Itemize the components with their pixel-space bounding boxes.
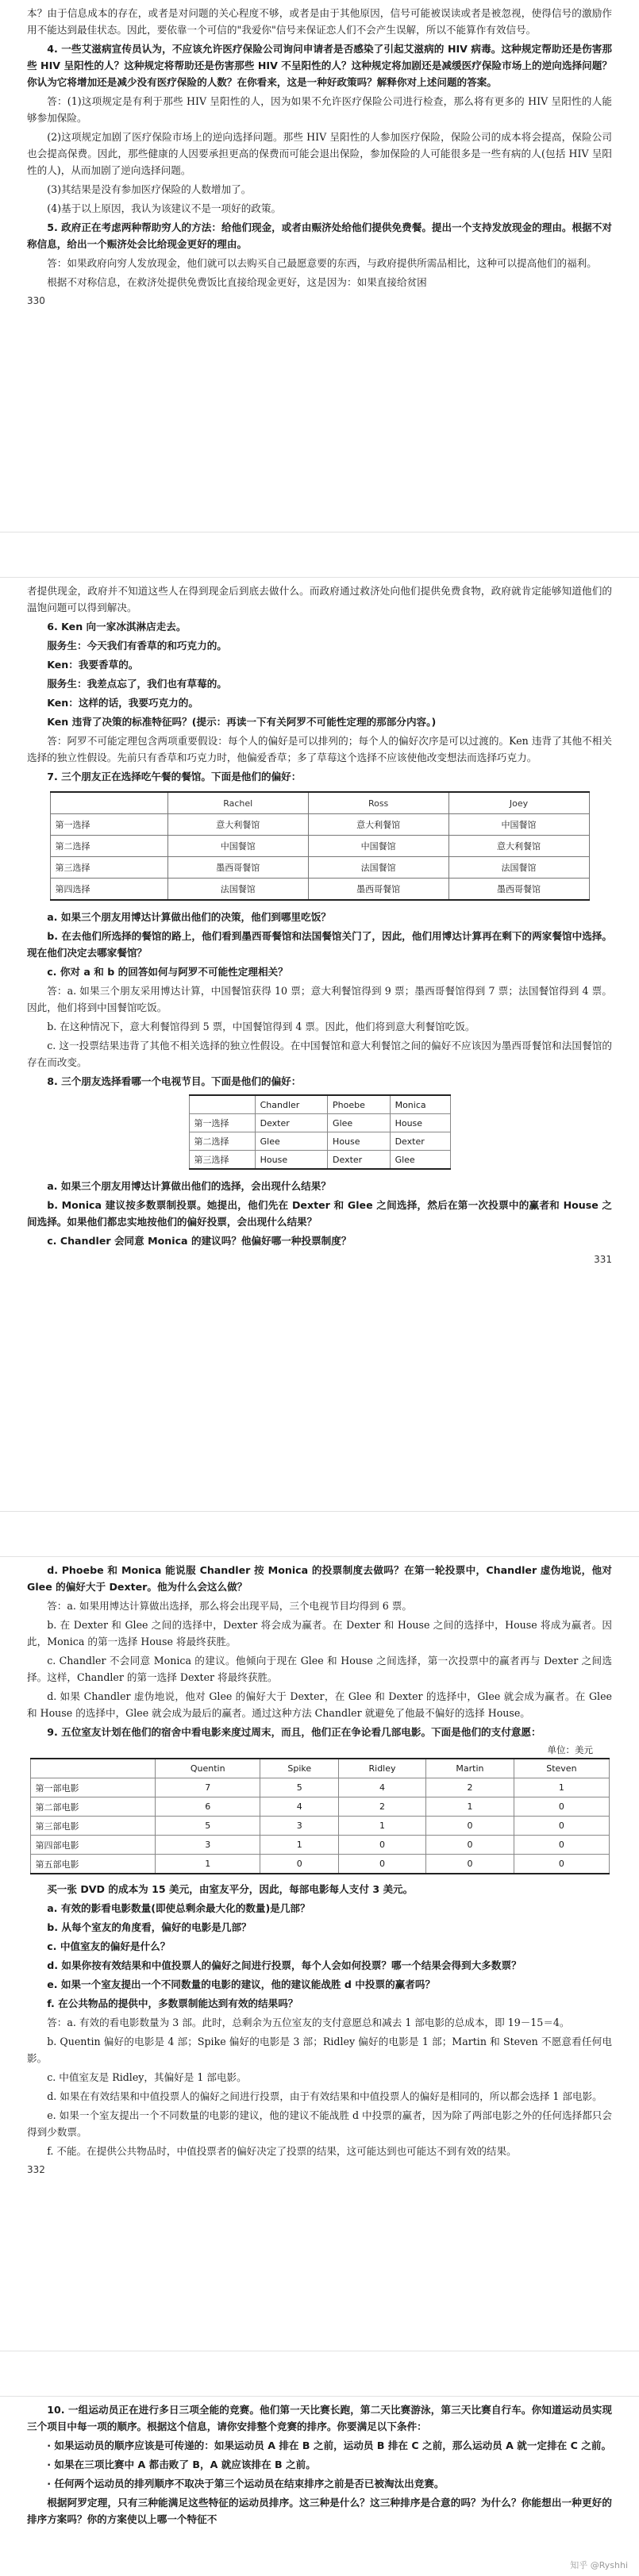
willingness-to-pay-table: [30, 1758, 610, 1874]
question-paragraph: 服务生：今天我们有香草的和巧克力的。: [47, 640, 227, 652]
question-paragraph: a. 如果三个朋友用博达计算做出他们的选择，会出现什么结果？: [47, 1180, 331, 1192]
page-gap: [0, 2351, 639, 2397]
question-paragraph: c. 你对 a 和 b 的回答如何与阿罗不可能性定理相关？: [47, 966, 288, 978]
table-row: [30, 1836, 609, 1855]
page-331-body-mid: [27, 909, 612, 1090]
table-row: [189, 1151, 450, 1170]
table-cell: 0: [339, 1855, 425, 1874]
answer-paragraph: c. 中值室友是 Ridley，其偏好是 1 部电影。: [47, 2071, 247, 2083]
table-cell: 1: [156, 1855, 260, 1874]
table-cell: Glee: [390, 1151, 450, 1170]
answer-paragraph: 答：阿罗不可能定理包含两项重要假设：每个人的偏好是可以排列的；每个人的偏好次序是可以过渡的。Ken 违背了其他不相关选择的独立性假设。先前只有香草和巧克力时，他偏爱香草；多了草莓这个选择不应该使他改变想法而选择巧克力。: [27, 735, 612, 763]
answer-paragraph: 答：(1)这项规定是有利于那些 HIV 呈阳性的人，因为如果不允许医疗保险公司进行检查，那么将有更多的 HIV 呈阳性的人能够参加保险。: [27, 95, 612, 124]
unit-label: 单位：美元: [547, 1744, 593, 1755]
table-cell: 第三选择: [50, 857, 167, 879]
table-row: [189, 1114, 450, 1132]
question-paragraph: f. 在公共物品的提供中，多数票制能达到有效的结果吗？: [47, 1997, 298, 2009]
column-header: Phoebe: [328, 1095, 391, 1114]
table-cell: 1: [260, 1836, 339, 1855]
page-332: [0, 1557, 639, 2351]
table-cell: 第二选择: [189, 1132, 255, 1151]
question-paragraph: b. Monica 建议按多数票制投票。她提出，他们先在 Dexter 和 Glee 之间选择，然后在第一次投票中的赢者和 House 之间选择。如果他们都忠实地按他们的偏好投票，会出现什么结果？: [27, 1199, 612, 1228]
table-cell: 第四选择: [50, 879, 167, 901]
answer-paragraph: d. 如果在有效结果和中值投票人的偏好之间进行投票，由于有效结果和中值投票人的偏好是相同的，所以都会选择 1 部电影。: [47, 2090, 602, 2102]
answer-paragraph: b. 在这种情况下，意大利餐馆得到 5 票，中国餐馆得到 4 票。因此，他们将到意大利餐馆吃饭。: [47, 1021, 475, 1032]
answer-paragraph: (4)基于以上原因，我认为该建议不是一项好的政策。: [47, 202, 282, 214]
question-paragraph: d. Phoebe 和 Monica 能说服 Chandler 按 Monica 的投票制度去做吗？在第一轮投票中，Chandler 虚伪地说，他对 Glee 的偏好大于 Dexter。他为什么会这么做？: [27, 1564, 612, 1593]
table-cell: 墨西哥餐馆: [167, 857, 308, 879]
column-header: Quentin: [156, 1759, 260, 1778]
page-331-body-top: [27, 582, 612, 785]
table-cell: 第二部电影: [30, 1797, 156, 1817]
table-cell: 法国餐馆: [167, 879, 308, 901]
answer-paragraph: 答：a. 如果用博达计算做出选择，那么将会出现平局，三个电视节目均得到 6 票。: [47, 1600, 412, 1612]
question-paragraph: 5. 政府正在考虑两种帮助穷人的方法：给他们现金，或者由赈济处给他们提供免费餐。提出一个支持发放现金的理由。根据不对称信息，给出一个赈济处会比给现金更好的理由。: [27, 221, 612, 250]
answer-paragraph: b. 在 Dexter 和 Glee 之间的选择中，Dexter 将会成为赢者。在 Dexter 和 House 之间的选择中，House 将成为赢者。因此，Monica 的第一选择 House 将最终获胜。: [27, 1619, 612, 1647]
question-paragraph: e. 如果一个室友提出一个不同数量的电影的建议，他的建议能战胜 d 中投票的赢者吗？: [47, 1978, 436, 1990]
table-cell: 意大利餐馆: [167, 814, 308, 836]
answer-paragraph: 答：如果政府向穷人发放现金，他们就可以去购买自己最愿意要的东西，与政府提供所需品相比，这种可以提高他们的福利。: [47, 257, 597, 269]
table-cell: House: [328, 1132, 391, 1151]
table-cell: Glee: [328, 1114, 391, 1132]
question-paragraph: b. 从每个室友的角度看，偏好的电影是几部？: [47, 1921, 252, 1933]
table-row: [30, 1797, 609, 1817]
table-cell: 0: [514, 1836, 609, 1855]
table-cell: 4: [339, 1778, 425, 1797]
question-paragraph: Ken：这样的话，我要巧克力的。: [47, 697, 198, 709]
table-row: [50, 836, 589, 857]
table-cell: 第五部电影: [30, 1855, 156, 1874]
table-row: [189, 1132, 450, 1151]
page-332-body-bottom: [27, 1881, 612, 2159]
table-row: [30, 1817, 609, 1836]
column-header: Joey: [448, 792, 589, 814]
page-number: 332: [27, 2164, 45, 2175]
restaurant-preference-table: [50, 791, 590, 901]
question-paragraph: 根据阿罗定理，只有三种能满足这些特征的运动员排序。这三种是什么？这三种排序是合意的吗？为什么？你能想出一种更好的排序方案吗？你的方案使以上哪一个特征不: [27, 2497, 612, 2525]
table-cell: 4: [260, 1797, 339, 1817]
table-cell: House: [255, 1151, 327, 1170]
answer-paragraph: d. 如果 Chandler 虚伪地说，他对 Glee 的偏好大于 Dexter，在 Glee 和 Dexter 的选择中，Glee 就会成为赢者。在 Glee 和 House 的选择中，Glee 就会成为最后的赢者。通过这种方法 Chandler 就避免了他最不偏好的选择 House。: [27, 1690, 612, 1719]
table-cell: 法国餐馆: [308, 857, 448, 879]
table-header-row: [30, 1759, 609, 1778]
answer-paragraph: (3)其结果是没有参加医疗保险的人数增加了。: [47, 183, 252, 195]
page-gap: [0, 532, 639, 578]
table-header-row: [189, 1095, 450, 1114]
page-332-body-top: [27, 1562, 612, 1740]
table-cell: 墨西哥餐馆: [308, 879, 448, 901]
table-cell: 0: [425, 1836, 514, 1855]
table-cell: 0: [260, 1855, 339, 1874]
table-cell: 3: [260, 1817, 339, 1836]
table-cell: 第一选择: [189, 1114, 255, 1132]
table-cell: 2: [425, 1778, 514, 1797]
table-cell: 5: [156, 1817, 260, 1836]
answer-paragraph: c. Chandler 不会同意 Monica 的建议。他倾向于现在 Glee 和 House 之间选择，第一次投票中的赢者再与 Dexter 之间选择。这样，Chandler 的第一选择 Dexter 将最终获胜。: [27, 1655, 612, 1683]
table-cell: 中国餐馆: [167, 836, 308, 857]
table-cell: 中国餐馆: [448, 814, 589, 836]
answer-paragraph: (2)这项规定加剧了医疗保险市场上的逆向选择问题。那些 HIV 呈阳性的人参加医疗保险，保险公司的成本将会提高，保险公司也会提高保费。因此，那些健康的人因要承担更高的保费而可能会退出保险，参加保险的人可能很多是一些有病的人(包括 HIV 呈阳性的人)，从而加剧了逆向选择问题。: [27, 131, 612, 176]
table-cell: 第一部电影: [30, 1778, 156, 1797]
column-header: Ridley: [339, 1759, 425, 1778]
question-paragraph: c. Chandler 会同意 Monica 的建议吗？他偏好哪一种投票制度？: [47, 1235, 352, 1247]
table-cell: 1: [339, 1817, 425, 1836]
tv-preference-table: [189, 1094, 451, 1170]
table-cell: 3: [156, 1836, 260, 1855]
table-cell: 墨西哥餐馆: [448, 879, 589, 901]
table-cell: 7: [156, 1778, 260, 1797]
page-number: 331: [594, 1254, 612, 1265]
answer-paragraph: c. 这一投票结果违背了其他不相关选择的独立性假设。在中国餐馆和意大利餐馆之间的偏好不应该因为墨西哥餐馆和法国餐馆的存在而改变。: [27, 1040, 612, 1068]
question-paragraph: 6. Ken 向一家冰淇淋店走去。: [47, 621, 187, 632]
question-paragraph: 9. 五位室友计划在他们的宿舍中看电影来度过周末，而且，他们正在争论看几部电影。下面是他们的支付意愿：: [47, 1726, 541, 1738]
table-cell: 0: [514, 1817, 609, 1836]
table-cell: House: [390, 1114, 450, 1132]
question-paragraph: 7. 三个朋友正在选择吃午餐的餐馆。下面是他们的偏好：: [47, 771, 302, 782]
table-cell: 6: [156, 1797, 260, 1817]
question-paragraph: 8. 三个朋友选择看哪一个电视节目。下面是他们的偏好：: [47, 1075, 302, 1087]
table-cell: Dexter: [328, 1151, 391, 1170]
question-paragraph: · 任何两个运动员的排列顺序不取决于第三个运动员在结束排序之前是否已被淘汰出竞赛。: [47, 2478, 445, 2489]
answer-paragraph: 答：a. 如果三个朋友采用博达计算，中国餐馆获得 10 票；意大利餐馆得到 9 票；墨西哥餐馆得到 7 票；法国餐馆得到 4 票。因此，他们将到中国餐馆吃饭。: [27, 985, 612, 1013]
table-cell: 意大利餐馆: [308, 814, 448, 836]
answer-paragraph: e. 如果一个室友提出一个不同数量的电影的建议，他的建议不能战胜 d 中投票的赢者，因为除了两部电影之外的任何选择都只会得到少数票。: [27, 2109, 612, 2138]
column-header: Chandler: [255, 1095, 327, 1114]
table-cell: Dexter: [255, 1114, 327, 1132]
table-cell: 0: [425, 1817, 514, 1836]
table-header-row: [50, 792, 589, 814]
table-cell: Glee: [255, 1132, 327, 1151]
table-row: [50, 857, 589, 879]
question-paragraph: a. 有效的影看电影数量(即使总剩余最大化的数量)是几部？: [47, 1902, 310, 1914]
table-cell: 法国餐馆: [448, 857, 589, 879]
question-paragraph: 买一张 DVD 的成本为 15 美元，由室友平分，因此，每部电影每人支付 3 美元。: [47, 1883, 414, 1895]
column-header: Ross: [308, 792, 448, 814]
question-paragraph: c. 中值室友的偏好是什么？: [47, 1940, 171, 1952]
table-cell: 第三选择: [189, 1151, 255, 1170]
answer-paragraph: 答：a. 有效的看电影数量为 3 部。此时，总剩余为五位室友的支付意愿总和减去 1 部电影的总成本，即 19－15＝4。: [47, 2017, 570, 2028]
table-row: [50, 814, 589, 836]
column-header: [50, 792, 167, 814]
table-cell: 0: [514, 1797, 609, 1817]
page-333-body: [27, 2401, 612, 2528]
question-paragraph: d. 如果你按有效结果和中值投票人的偏好之间进行投票，每个人会如何投票？哪一个结果会得到大多数票？: [47, 1959, 522, 1971]
answer-paragraph: 者提供现金，政府并不知道这些人在得到现金后到底去做什么。而政府通过救济处向他们提供免费食物，政府就肯定能够知道他们的温饱问题可以得到解决。: [27, 585, 612, 613]
table-cell: 第一选择: [50, 814, 167, 836]
answer-paragraph: b. Quentin 偏好的电影是 4 部；Spike 偏好的电影是 3 部；Ridley 偏好的电影是 1 部；Martin 和 Steven 不愿意看任何电影。: [27, 2036, 612, 2064]
table-cell: 1: [514, 1778, 609, 1797]
column-header: Steven: [514, 1759, 609, 1778]
page-331-body-bottom: [27, 1178, 612, 1249]
answer-paragraph: f. 不能。在提供公共物品时，中值投票者的偏好决定了投票的结果，这可能达到也可能达不到有效的结果。: [47, 2145, 517, 2157]
table-cell: 中国餐馆: [308, 836, 448, 857]
question-paragraph: b. 在去他们所选择的餐馆的路上，他们看到墨西哥餐馆和法国餐馆关门了，因此，他们用博达计算再在剩下的两家餐馆中选择。现在他们决定去哪家餐馆？: [27, 930, 612, 959]
question-paragraph: 4. 一些艾滋病宣传员认为，不应该允许医疗保险公司询问申请者是否感染了引起艾滋病的 HIV 病毒。这种规定帮助还是伤害那些 HIV 呈阳性的人？这种规定将帮助还是伤害那些 HIV 不呈阳性的人？这种规定将加剧还是减缓医疗保险市场上的逆向选择问题？你认为它将增加还是减少没有医疗保险的人数？在你看来，这是一种好政策吗？解释你对上述问题的答案。: [27, 43, 612, 88]
watermark: 知乎 @Ryshhi: [570, 2560, 628, 2570]
table-cell: 5: [260, 1778, 339, 1797]
answer-paragraph: 本？由于信息成本的存在，或者是对问题的关心程度不够，或者是由于其他原因，信号可能被误读或者是被忽视，使得信号的激励作用不能达到最佳状态。因此，要依靠一个可信的"我爱你"信号来保证恋人们不会产生误解，所以不能算作有效信号。: [27, 7, 612, 36]
page-333: [0, 2397, 639, 2576]
question-paragraph: 10. 一组运动员正在进行多日三项全能的竞赛。他们第一天比赛长跑，第二天比赛游泳，第三天比赛自行车。你知道运动员实现三个项目中每一项的顺序。根据这个信息，请你安排整个竞赛的排序。你要满足以下条件：: [27, 2404, 612, 2432]
page-gap: [0, 1511, 639, 1557]
page-331: [0, 578, 639, 1511]
table-cell: 第三部电影: [30, 1817, 156, 1836]
column-header: [189, 1095, 255, 1114]
column-header: Rachel: [167, 792, 308, 814]
column-header: [30, 1759, 156, 1778]
page-330: [0, 0, 639, 532]
question-paragraph: Ken：我要香草的。: [47, 659, 139, 671]
table-cell: 0: [339, 1836, 425, 1855]
table-cell: Dexter: [390, 1132, 450, 1151]
question-paragraph: · 如果在三项比赛中 A 都击败了 B，A 就应该排在 B 之前。: [47, 2459, 316, 2470]
question-paragraph: a. 如果三个朋友用博达计算做出他们的决策，他们到哪里吃饭？: [47, 911, 331, 923]
column-header: Martin: [425, 1759, 514, 1778]
page-number: 330: [27, 295, 45, 306]
table-cell: 0: [514, 1855, 609, 1874]
question-paragraph: · 如果运动员的顺序应该是可传递的：如果运动员 A 排在 B 之前，运动员 B 排在 C 之前，那么运动员 A 就一定排在 C 之前。: [47, 2440, 612, 2451]
table-cell: 第二选择: [50, 836, 167, 857]
table-cell: 2: [339, 1797, 425, 1817]
column-header: Spike: [260, 1759, 339, 1778]
table-cell: 第四部电影: [30, 1836, 156, 1855]
answer-paragraph: 根据不对称信息，在救济处提供免费饭比直接给现金更好，这是因为：如果直接给贫困: [47, 276, 427, 288]
column-header: Monica: [390, 1095, 450, 1114]
table-row: [50, 879, 589, 901]
table-cell: 0: [425, 1855, 514, 1874]
question-paragraph: 服务生：我差点忘了，我们也有草莓的。: [47, 678, 227, 690]
question-paragraph: Ken 违背了决策的标准特征吗？(提示：再读一下有关阿罗不可能性定理的那部分内容。): [47, 716, 437, 728]
table-row: [30, 1855, 609, 1874]
table-row: [30, 1778, 609, 1797]
page-330-body: [27, 5, 612, 290]
table-cell: 意大利餐馆: [448, 836, 589, 857]
table-cell: 1: [425, 1797, 514, 1817]
